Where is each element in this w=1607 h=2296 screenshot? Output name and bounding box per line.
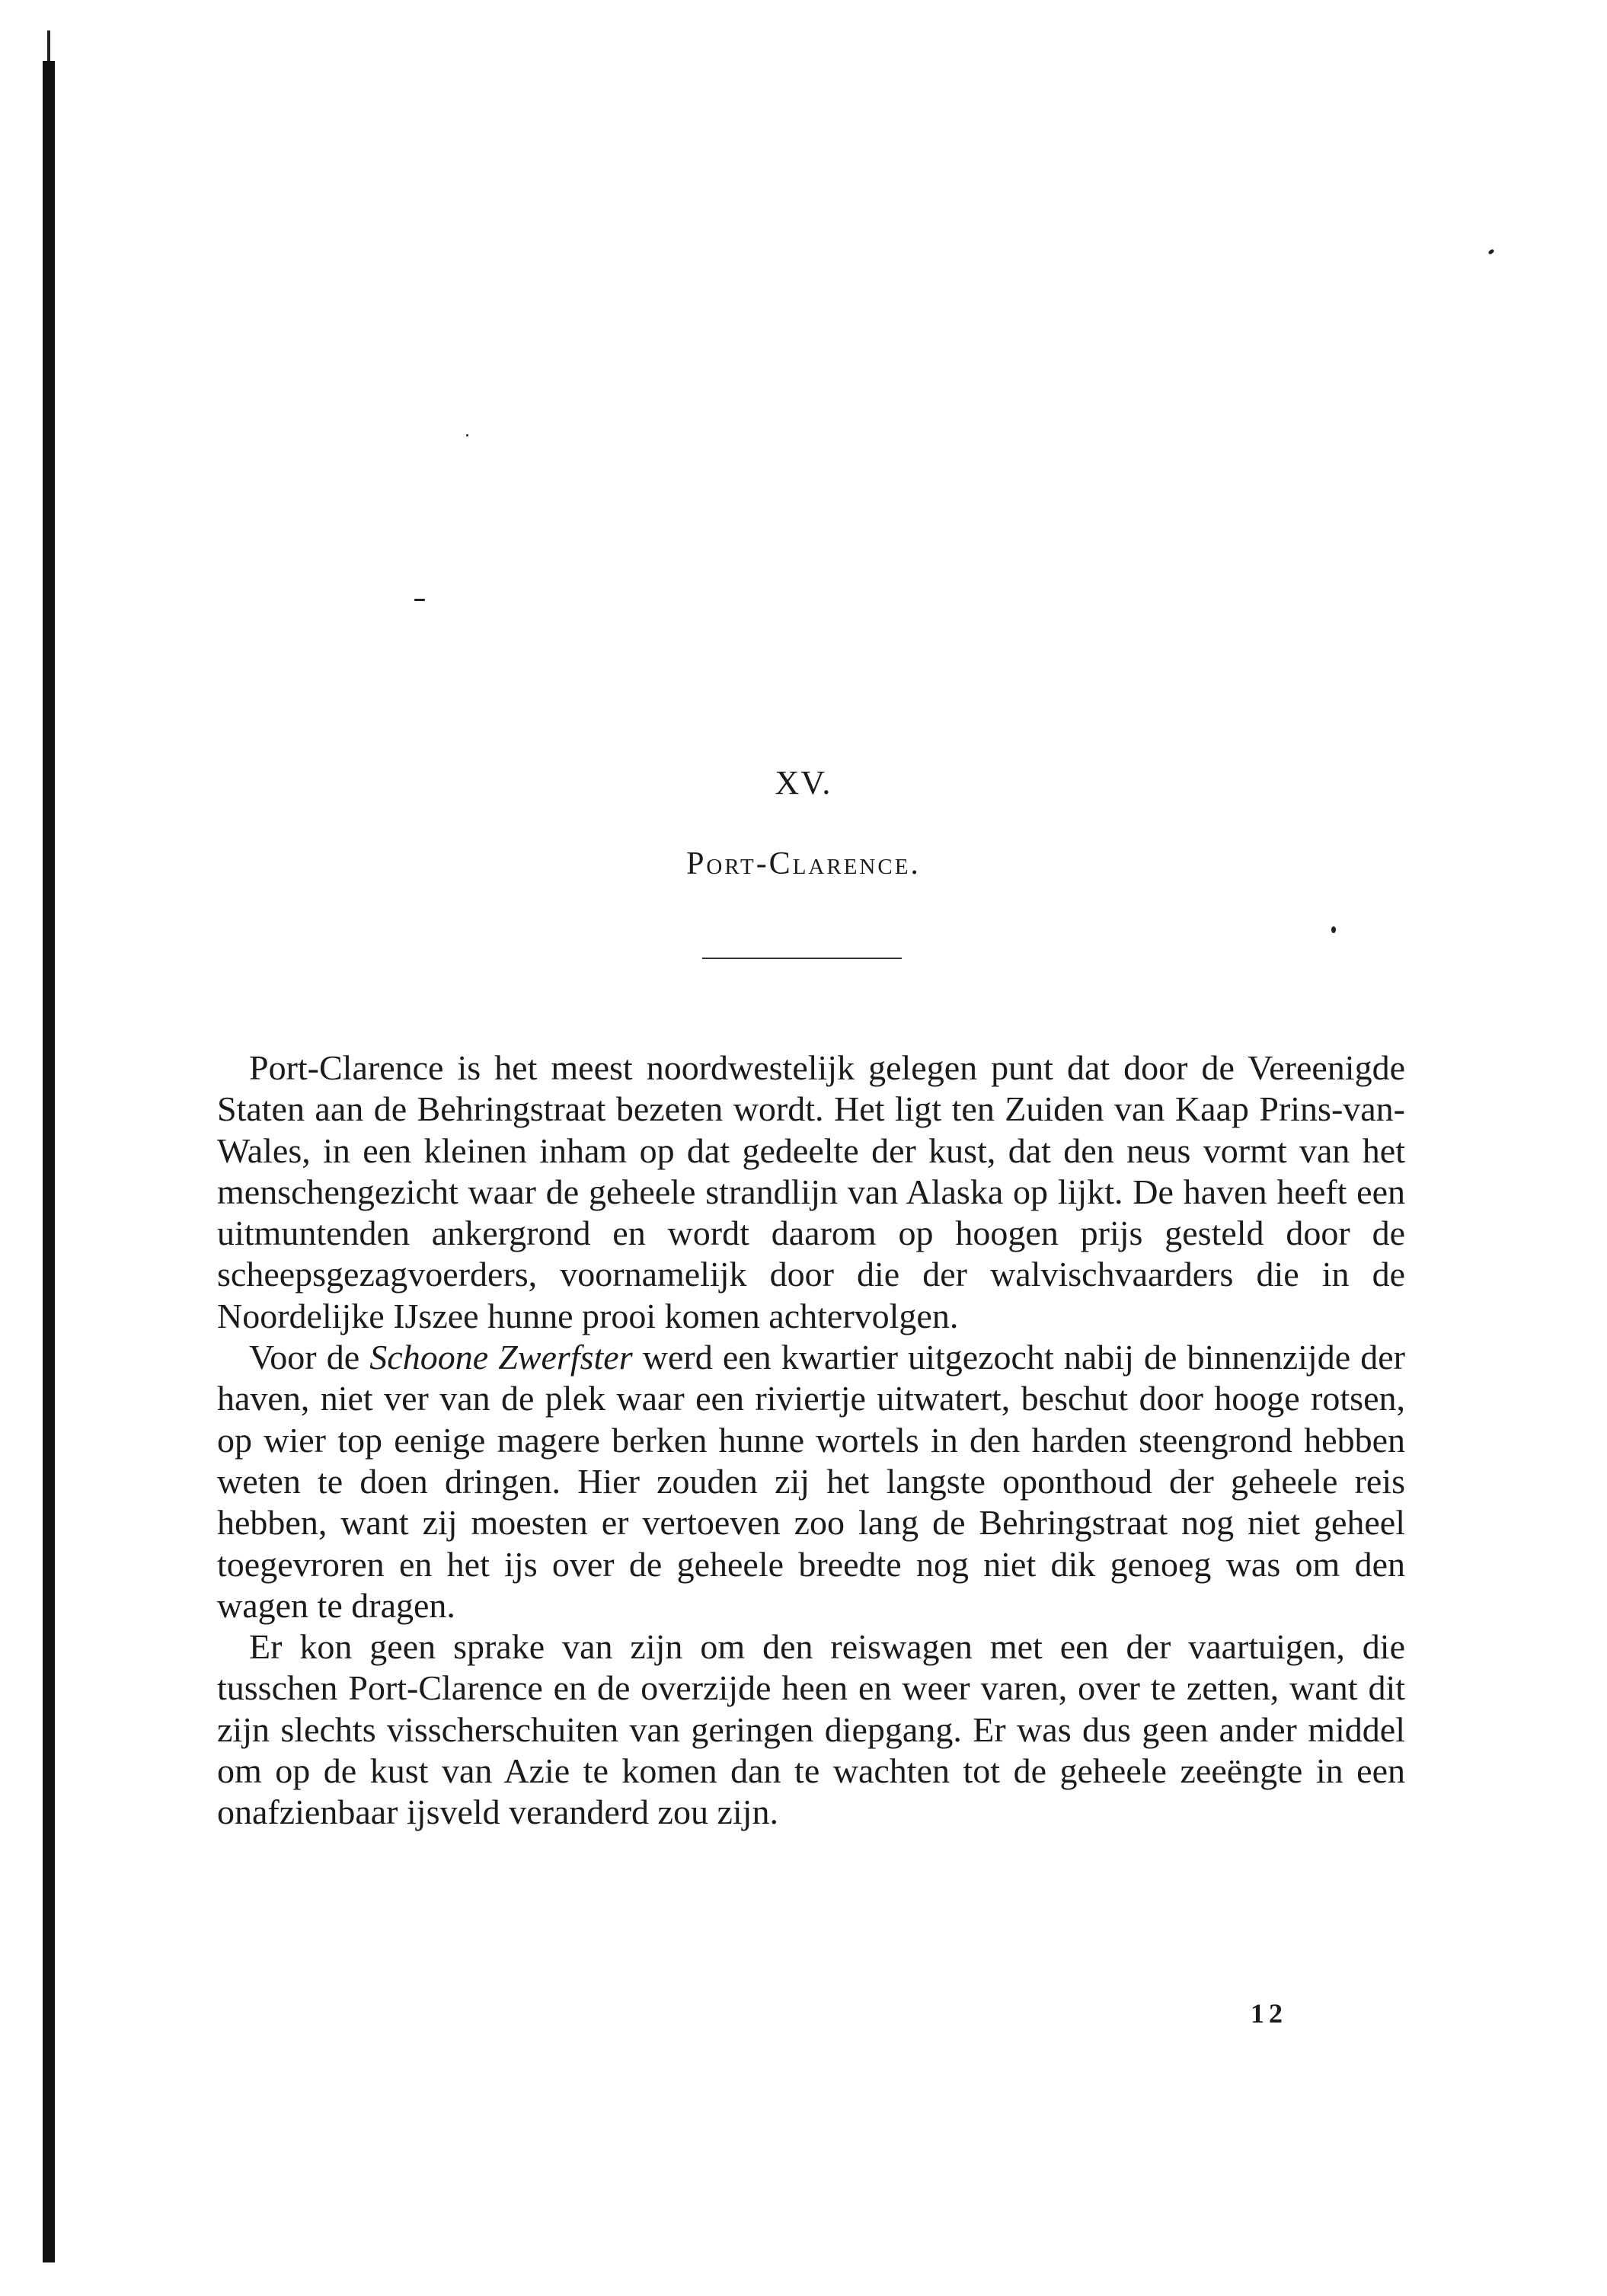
title-rule bbox=[702, 958, 902, 959]
paragraph-3: Er kon geen sprake van zijn om den reiswagen met een der vaartuigen, die tusschen Port-Clarence en de overzijde heen en weer varen, over te zetten, want dit zijn slechts visscherschuiten van geringen diepgang. Er was dus geen ander middel om op de kust van Azie te komen dan te wachten tot de geheele zeeëngte in een onafzienbaar ijsveld veranderd zou zijn. bbox=[217, 1627, 1405, 1832]
scan-speck bbox=[414, 599, 425, 601]
ship-name: Schoone Zwerfster bbox=[369, 1338, 633, 1377]
chapter-number: XV. bbox=[775, 764, 832, 801]
paragraph-2-rest: werd een kwartier uitgezocht nabij de binnenzijde der haven, niet ver van de plek waar een riviertje uitwatert, beschut door hooge rotsen, op wier top eenige magere berken hunne wortels in den harden steengrond hebben weten te doen dringen. Hier zouden zij het langste oponthoud der geheele reis hebben, want zij moesten er vertoeven zoo lang de Behringstraat nog niet geheel toegevroren en het ijs over de geheele breedte nog niet dik genoeg was om den wagen te dragen. bbox=[217, 1338, 1405, 1625]
scan-speck bbox=[1487, 248, 1494, 255]
chapter-body bbox=[217, 1047, 1405, 1834]
page-number: 12 bbox=[1251, 1998, 1287, 2029]
paragraph-2-start: Voor de bbox=[249, 1338, 370, 1377]
scan-speck bbox=[466, 434, 468, 436]
chapter-title: Port-Clarence. bbox=[686, 846, 921, 881]
binding-edge bbox=[43, 61, 55, 2262]
paragraph-1: Port-Clarence is het meest noordwestelijk gelegen punt dat door de Vereenigde Staten aan de Behringstraat bezeten wordt. Het ligt ten Zuiden van Kaap Prins-van-Wales, in een kleinen inham op dat gedeelte der kust, dat den neus vormt van het menschengezicht waar de geheele strandlijn van Alaska op lijkt. De haven heeft een uitmuntenden ankergrond en wordt daarom op hoogen prijs gesteld door de scheepsgezagvoerders, voornamelijk door die der walvischvaarders die in de Noordelijke IJszee hunne prooi komen achtervolgen. bbox=[217, 1048, 1405, 1335]
paragraph-2 bbox=[217, 1337, 1405, 1626]
scan-speck bbox=[1331, 926, 1336, 933]
